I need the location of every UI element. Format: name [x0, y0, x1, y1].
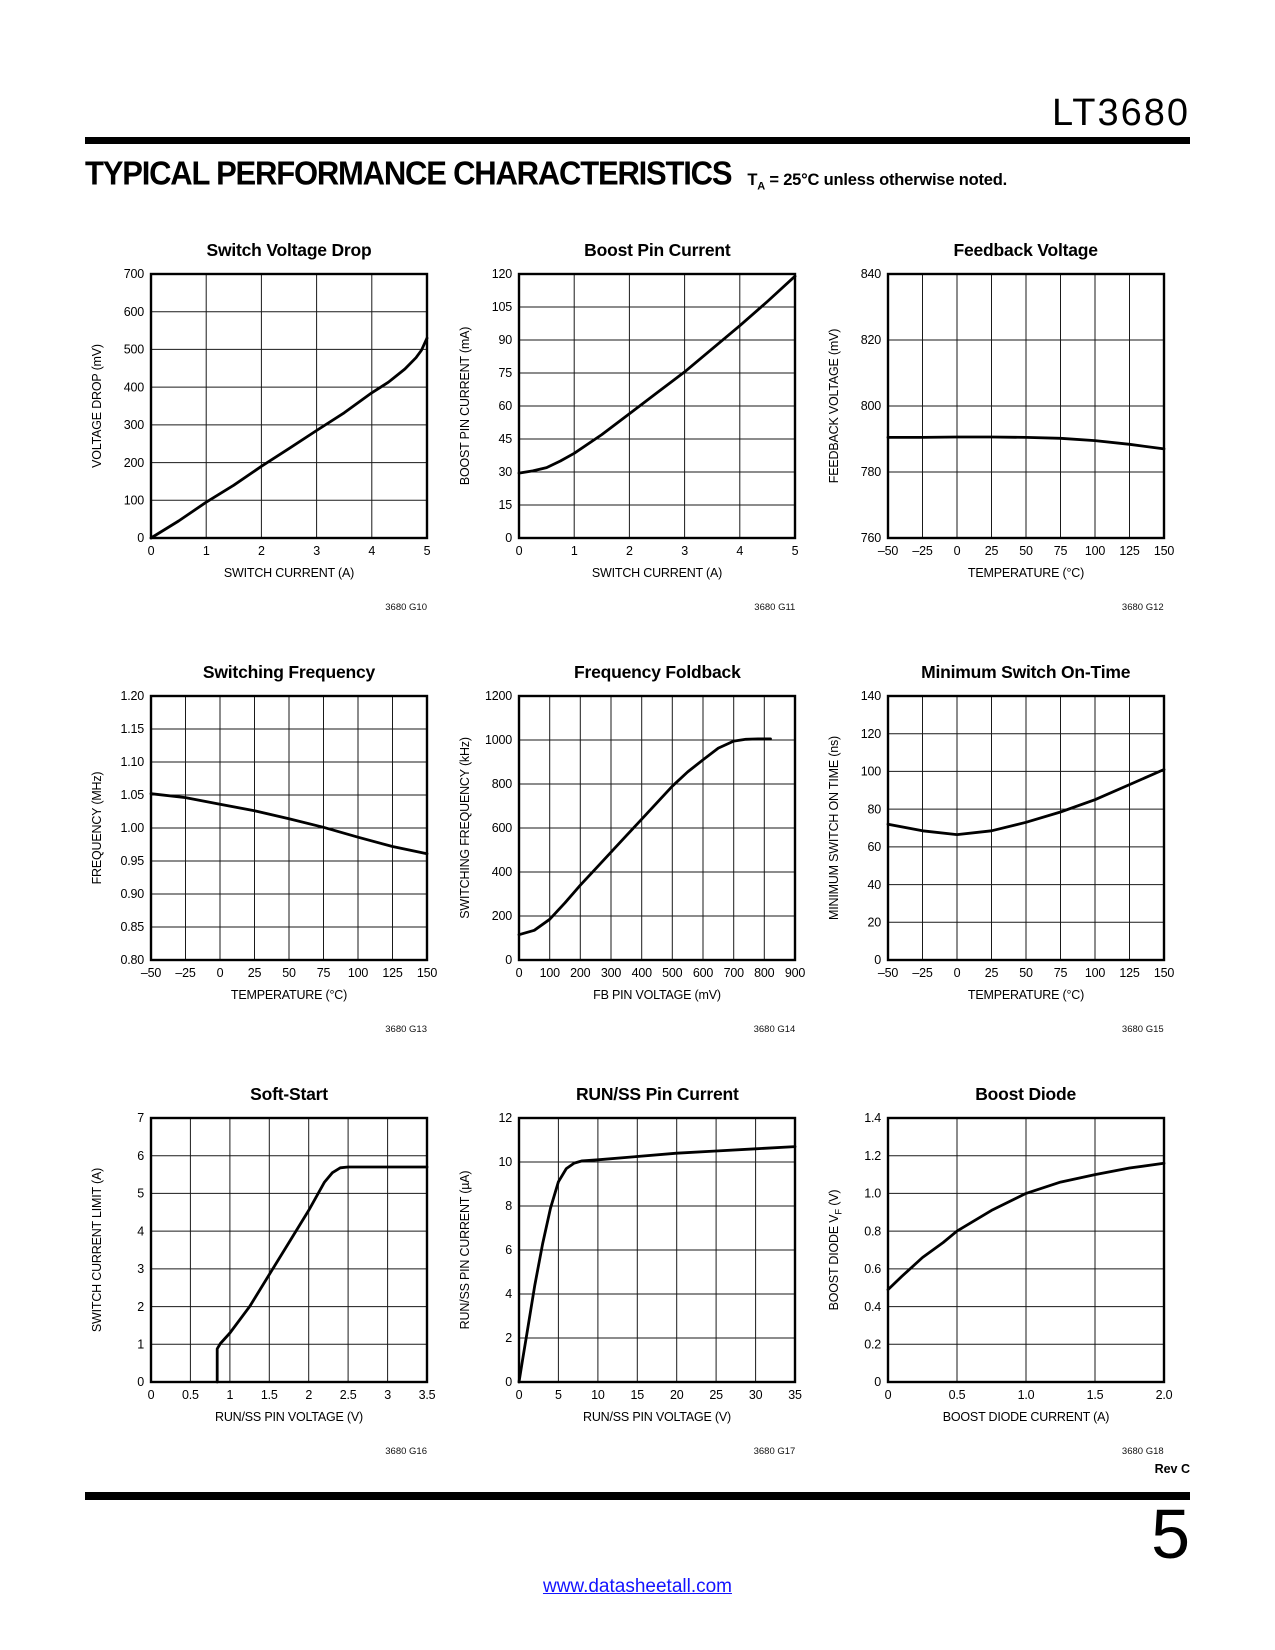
- svg-text:700: 700: [123, 267, 144, 282]
- chart-plot-svg: [85, 262, 445, 596]
- svg-text:140: 140: [860, 689, 881, 704]
- svg-text:50: 50: [282, 966, 296, 980]
- svg-text:0.2: 0.2: [863, 1337, 881, 1352]
- svg-text:20: 20: [867, 915, 881, 930]
- svg-text:0: 0: [137, 531, 144, 546]
- svg-text:TEMPERATURE (°C): TEMPERATURE (°C): [967, 988, 1084, 1002]
- svg-text:0: 0: [953, 966, 961, 980]
- svg-text:RUN/SS PIN VOLTAGE (V): RUN/SS PIN VOLTAGE (V): [583, 1410, 732, 1424]
- svg-text:0: 0: [515, 1388, 523, 1402]
- svg-text:3: 3: [681, 544, 689, 558]
- svg-text:MINIMUM SWITCH ON TIME (ns): MINIMUM SWITCH ON TIME (ns): [826, 736, 841, 920]
- chart-plot-svg: [822, 262, 1182, 596]
- svg-text:100: 100: [539, 966, 561, 980]
- svg-text:500: 500: [123, 342, 144, 357]
- svg-text:200: 200: [570, 966, 591, 980]
- svg-text:0.4: 0.4: [863, 1299, 881, 1314]
- svg-text:0: 0: [505, 1375, 513, 1390]
- svg-text:100: 100: [860, 764, 881, 779]
- svg-text:–50: –50: [140, 966, 162, 980]
- svg-text:2: 2: [626, 544, 634, 558]
- svg-text:0: 0: [515, 544, 523, 558]
- svg-text:0: 0: [953, 544, 961, 558]
- svg-text:1: 1: [226, 1388, 234, 1402]
- svg-text:TEMPERATURE (°C): TEMPERATURE (°C): [967, 566, 1084, 580]
- svg-text:0: 0: [873, 1375, 881, 1390]
- svg-text:1: 1: [137, 1337, 144, 1352]
- svg-text:80: 80: [867, 802, 881, 817]
- svg-text:FREQUENCY (MHz): FREQUENCY (MHz): [90, 771, 104, 885]
- svg-text:100: 100: [1084, 966, 1105, 980]
- svg-text:BOOST PIN CURRENT (mA): BOOST PIN CURRENT (mA): [458, 326, 473, 486]
- section-title: TYPICAL PERFORMANCE CHARACTERISTICS: [85, 154, 732, 192]
- svg-text:3: 3: [313, 544, 320, 558]
- svg-text:6: 6: [137, 1148, 144, 1163]
- chart-caption: 3680 G16: [385, 1446, 427, 1457]
- svg-text:0.85: 0.85: [120, 920, 144, 935]
- svg-text:400: 400: [631, 966, 653, 980]
- chart-cell: [822, 1082, 1190, 1461]
- svg-text:780: 780: [860, 465, 881, 480]
- chart-cell: [453, 238, 821, 617]
- chart-caption: 3680 G12: [1121, 602, 1164, 613]
- svg-text:10: 10: [498, 1155, 513, 1170]
- svg-text:50: 50: [1018, 966, 1033, 980]
- svg-text:75: 75: [1053, 544, 1067, 558]
- svg-text:TEMPERATURE (°C): TEMPERATURE (°C): [230, 988, 348, 1002]
- svg-text:45: 45: [498, 432, 513, 447]
- svg-text:5: 5: [555, 1388, 563, 1402]
- svg-text:125: 125: [1119, 966, 1140, 980]
- svg-text:760: 760: [860, 531, 881, 546]
- chart-cell: [85, 1082, 453, 1461]
- svg-text:FB PIN VOLTAGE (mV): FB PIN VOLTAGE (mV): [593, 988, 722, 1002]
- chart-title: Switching Frequency: [202, 662, 376, 682]
- svg-text:–25: –25: [175, 966, 196, 980]
- svg-text:60: 60: [498, 399, 513, 414]
- svg-text:0: 0: [147, 544, 155, 558]
- chart-plot-svg: [453, 262, 813, 596]
- svg-text:12: 12: [498, 1111, 513, 1126]
- svg-text:0.95: 0.95: [120, 854, 144, 869]
- svg-text:2: 2: [305, 1388, 313, 1402]
- svg-text:300: 300: [601, 966, 622, 980]
- svg-text:100: 100: [123, 493, 144, 508]
- chart-cell: [85, 238, 453, 617]
- svg-text:600: 600: [693, 966, 714, 980]
- chart-caption: 3680 G18: [1121, 1446, 1164, 1457]
- chart-caption: 3680 G15: [1121, 1024, 1164, 1035]
- chart-caption: 3680 G11: [754, 602, 796, 613]
- svg-text:0: 0: [884, 1388, 892, 1402]
- chart-title: Boost Diode: [975, 1084, 1077, 1104]
- chart-cell: [453, 660, 821, 1039]
- section-note: $T_A = 25^\circ C$ unless otherwise noted.: [747, 171, 1007, 193]
- svg-text:25: 25: [984, 966, 998, 980]
- svg-text:SWITCH CURRENT (A): SWITCH CURRENT (A): [223, 566, 355, 580]
- svg-text:3: 3: [137, 1262, 144, 1277]
- svg-text:1.10: 1.10: [120, 755, 144, 770]
- svg-text:BOOST DIODE VF (V): BOOST DIODE $V_F$ (V): [826, 1189, 845, 1311]
- svg-text:SWITCH CURRENT LIMIT (A): SWITCH CURRENT LIMIT (A): [90, 1167, 104, 1333]
- svg-text:25: 25: [247, 966, 262, 980]
- header-rule: [85, 137, 1190, 144]
- svg-text:800: 800: [754, 966, 775, 980]
- svg-text:2.5: 2.5: [339, 1388, 357, 1402]
- svg-text:3: 3: [384, 1388, 391, 1402]
- svg-text:5: 5: [791, 544, 799, 558]
- svg-text:1.4: 1.4: [863, 1111, 881, 1126]
- svg-text:0.8: 0.8: [863, 1224, 881, 1239]
- svg-text:4: 4: [137, 1224, 144, 1239]
- svg-text:30: 30: [749, 1388, 763, 1402]
- revision-label: Rev C: [1154, 1462, 1190, 1476]
- footer-rule: [85, 1492, 1190, 1500]
- svg-text:35: 35: [788, 1388, 803, 1402]
- svg-text:RUN/SS PIN VOLTAGE (V): RUN/SS PIN VOLTAGE (V): [215, 1410, 363, 1424]
- chart-caption: 3680 G13: [385, 1024, 427, 1035]
- svg-text:60: 60: [867, 840, 881, 855]
- chart-plot-svg: [453, 684, 813, 1018]
- svg-text:800: 800: [860, 399, 881, 414]
- chart-title: Boost Pin Current: [584, 240, 731, 260]
- svg-text:150: 150: [1153, 544, 1174, 558]
- svg-text:2: 2: [137, 1299, 144, 1314]
- svg-text:0.5: 0.5: [182, 1388, 199, 1402]
- svg-text:0: 0: [505, 953, 513, 968]
- svg-text:15: 15: [630, 1388, 645, 1402]
- svg-text:3.5: 3.5: [418, 1388, 436, 1402]
- svg-text:600: 600: [123, 304, 144, 319]
- svg-text:150: 150: [1153, 966, 1174, 980]
- svg-text:300: 300: [123, 418, 144, 433]
- svg-text:–25: –25: [912, 966, 933, 980]
- svg-text:0: 0: [873, 953, 881, 968]
- svg-text:BOOST DIODE CURRENT (A): BOOST DIODE CURRENT (A): [942, 1410, 1109, 1424]
- chart-plot-svg: [822, 684, 1182, 1018]
- chart-title: Feedback Voltage: [953, 240, 1098, 260]
- svg-text:0: 0: [147, 1388, 155, 1402]
- svg-text:400: 400: [123, 380, 144, 395]
- svg-text:20: 20: [670, 1388, 684, 1402]
- svg-text:0.80: 0.80: [120, 953, 144, 968]
- svg-text:1.0: 1.0: [863, 1186, 881, 1201]
- svg-text:700: 700: [723, 966, 745, 980]
- chart-caption: 3680 G14: [753, 1024, 796, 1035]
- svg-text:1.0: 1.0: [1017, 1388, 1035, 1402]
- svg-text:0: 0: [515, 966, 523, 980]
- svg-text:200: 200: [123, 455, 144, 470]
- svg-text:500: 500: [662, 966, 683, 980]
- svg-text:0.5: 0.5: [948, 1388, 966, 1402]
- svg-text:4: 4: [736, 544, 744, 558]
- website-link[interactable]: www.datasheetall.com: [542, 1576, 733, 1597]
- svg-text:840: 840: [860, 267, 881, 282]
- svg-text:90: 90: [498, 333, 513, 348]
- chart-plot-svg: [822, 1106, 1182, 1440]
- svg-text:150: 150: [416, 966, 438, 980]
- svg-text:125: 125: [382, 966, 403, 980]
- svg-text:25: 25: [984, 544, 998, 558]
- svg-text:SWITCH CURRENT (A): SWITCH CURRENT (A): [592, 566, 723, 580]
- svg-text:1: 1: [202, 544, 210, 558]
- svg-text:75: 75: [1053, 966, 1067, 980]
- svg-text:2: 2: [258, 544, 265, 558]
- page-number: 5: [1151, 1495, 1190, 1573]
- svg-text:–25: –25: [912, 544, 933, 558]
- svg-text:0: 0: [216, 966, 224, 980]
- svg-text:25: 25: [709, 1388, 724, 1402]
- chart-cell: [85, 660, 453, 1039]
- chart-title: Minimum Switch On-Time: [921, 662, 1131, 682]
- chart-cell: [822, 660, 1190, 1039]
- svg-text:SWITCHING FREQUENCY (kHz): SWITCHING FREQUENCY (kHz): [458, 737, 473, 919]
- svg-text:VOLTAGE DROP (mV): VOLTAGE DROP (mV): [90, 344, 104, 468]
- part-number: LT3680: [1051, 92, 1190, 134]
- charts-grid: [85, 238, 1190, 1461]
- svg-text:800: 800: [492, 777, 513, 792]
- svg-text:120: 120: [860, 726, 881, 741]
- svg-text:50: 50: [1018, 544, 1033, 558]
- svg-text:1000: 1000: [485, 733, 513, 748]
- chart-caption: 3680 G10: [385, 602, 427, 613]
- svg-text:1.2: 1.2: [863, 1148, 881, 1163]
- svg-text:600: 600: [492, 821, 513, 836]
- chart-cell: [453, 1082, 821, 1461]
- chart-plot-svg: [85, 1106, 445, 1440]
- svg-text:RUN/SS PIN CURRENT (µA): RUN/SS PIN CURRENT (µA): [458, 1170, 473, 1330]
- svg-text:1: 1: [571, 544, 578, 558]
- chart-cell: [822, 238, 1190, 617]
- svg-text:2.0: 2.0: [1155, 1388, 1173, 1402]
- svg-text:400: 400: [492, 865, 513, 880]
- svg-text:200: 200: [492, 909, 513, 924]
- svg-text:105: 105: [492, 300, 513, 315]
- svg-text:6: 6: [505, 1243, 513, 1258]
- svg-text:100: 100: [1084, 544, 1105, 558]
- svg-text:75: 75: [498, 366, 513, 381]
- section-heading: [85, 154, 1190, 193]
- svg-text:10: 10: [591, 1388, 605, 1402]
- svg-text:0.90: 0.90: [120, 887, 144, 902]
- svg-text:5: 5: [137, 1186, 144, 1201]
- svg-text:0: 0: [137, 1375, 144, 1390]
- svg-text:15: 15: [498, 498, 513, 513]
- chart-plot-svg: [453, 1106, 813, 1440]
- svg-text:0.6: 0.6: [863, 1262, 881, 1277]
- chart-title: RUN/SS Pin Current: [575, 1084, 739, 1104]
- chart-title: Soft-Start: [250, 1084, 328, 1104]
- svg-text:120: 120: [492, 267, 513, 282]
- svg-text:5: 5: [423, 544, 431, 558]
- svg-text:100: 100: [347, 966, 369, 980]
- svg-text:4: 4: [505, 1287, 513, 1302]
- chart-plot-svg: [85, 684, 445, 1018]
- svg-text:125: 125: [1119, 544, 1140, 558]
- svg-text:4: 4: [368, 544, 376, 558]
- svg-text:30: 30: [498, 465, 513, 480]
- svg-text:1.15: 1.15: [120, 722, 144, 737]
- svg-text:7: 7: [137, 1111, 144, 1126]
- svg-text:1200: 1200: [485, 689, 513, 704]
- svg-text:–50: –50: [877, 966, 898, 980]
- svg-text:0: 0: [505, 531, 513, 546]
- svg-text:–50: –50: [877, 544, 898, 558]
- svg-text:2: 2: [505, 1331, 513, 1346]
- svg-text:1.00: 1.00: [120, 821, 144, 836]
- svg-text:FEEDBACK VOLTAGE (mV): FEEDBACK VOLTAGE (mV): [826, 328, 841, 484]
- svg-text:1.5: 1.5: [260, 1388, 278, 1402]
- chart-title: Frequency Foldback: [574, 662, 741, 682]
- svg-text:75: 75: [316, 966, 331, 980]
- svg-text:1.5: 1.5: [1086, 1388, 1104, 1402]
- svg-text:900: 900: [785, 966, 806, 980]
- svg-text:8: 8: [505, 1199, 513, 1214]
- svg-text:1.20: 1.20: [120, 689, 144, 704]
- chart-title: Switch Voltage Drop: [206, 240, 372, 260]
- chart-caption: 3680 G17: [753, 1446, 796, 1457]
- svg-text:820: 820: [860, 333, 881, 348]
- svg-text:40: 40: [867, 877, 881, 892]
- svg-text:1.05: 1.05: [120, 788, 144, 803]
